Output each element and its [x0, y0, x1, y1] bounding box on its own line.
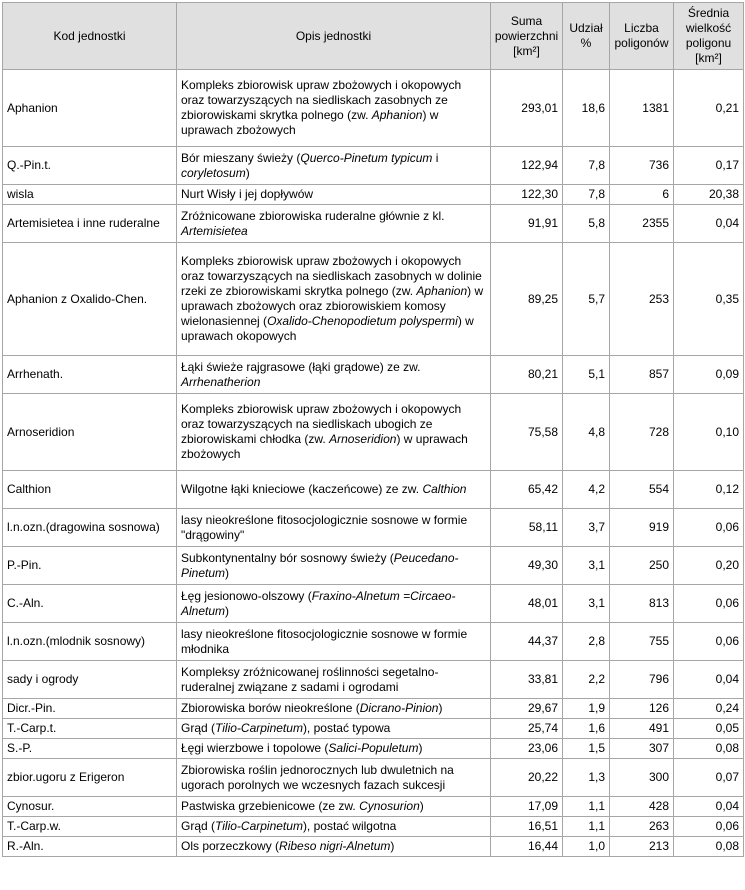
vegetation-units-table — [2, 2, 744, 857]
unit-description — [177, 471, 491, 509]
share-percent: 3,1 — [563, 585, 610, 623]
polygon-count: 6 — [610, 185, 674, 205]
description-text: ) w uprawach zbożowych — [181, 432, 468, 461]
polygon-count: 253 — [610, 243, 674, 356]
avg-polygon-size: 0,12 — [674, 471, 744, 509]
header-code: Kod jednostki — [3, 3, 177, 70]
unit-description — [177, 759, 491, 797]
description-text: Kompleksy zróżnicowanej roślinności segetalno-ruderalnej związane z sadami i ogrodami — [181, 664, 439, 694]
share-percent: 4,8 — [563, 394, 610, 471]
description-text: Grąd ( — [181, 819, 216, 833]
table-row — [3, 243, 744, 356]
table-row — [3, 147, 744, 185]
avg-polygon-size: 0,09 — [674, 356, 744, 394]
description-text: Nurt Wisły i jej dopływów — [181, 187, 314, 201]
description-text: Wilgotne łąki knieciowe (kaczeńcowe) ze zw. — [181, 482, 423, 496]
share-percent: 1,3 — [563, 759, 610, 797]
description-text: i — [432, 150, 439, 165]
description-text: Grąd ( — [181, 721, 216, 735]
total-area: 17,09 — [491, 797, 563, 817]
unit-description — [177, 585, 491, 623]
avg-polygon-size: 0,35 — [674, 243, 744, 356]
share-percent: 5,7 — [563, 243, 610, 356]
latin-name: Salici-Populetum — [328, 741, 419, 755]
polygon-count: 736 — [610, 147, 674, 185]
polygon-count: 554 — [610, 471, 674, 509]
total-area: 75,58 — [491, 394, 563, 471]
polygon-count: 428 — [610, 797, 674, 817]
total-area: 80,21 — [491, 356, 563, 394]
table-row — [3, 661, 744, 699]
header-avg-line: poligonu — [685, 36, 732, 50]
table-row — [3, 394, 744, 471]
description-text: Kompleks zbiorowisk upraw zbożowych i okopowych oraz towarzyszących na siedliskach ubogich ze zbiorowiskami chłodka (zw. — [181, 402, 462, 446]
total-area: 49,30 — [491, 547, 563, 585]
table-row — [3, 70, 744, 147]
description-text: Łęgi wierzbowe i topolowe ( — [181, 741, 329, 755]
total-area: 65,42 — [491, 471, 563, 509]
header-area-line: Suma — [510, 13, 543, 28]
table-row — [3, 509, 744, 547]
description-text: Kompleks zbiorowisk upraw zbożowych i okopowych oraz towarzyszących na siedliskach zasobnych w dolinie rzeki ze zbiorowiskami skrytka polnego (zw. — [181, 254, 482, 298]
description-text: ) — [438, 701, 443, 715]
unit-description — [177, 243, 491, 356]
latin-name: Querco-Pinetum typicum — [300, 150, 433, 165]
table-row — [3, 547, 744, 585]
description-text: Zbiorowiska roślin jednorocznych lub dwuletnich na ugorach porolnych we wczesnych fazach sukcesji — [181, 762, 454, 792]
unit-code: T.-Carp.t. — [3, 719, 177, 739]
avg-polygon-size: 0,17 — [674, 147, 744, 185]
unit-code: l.n.ozn.(dragowina sosnowa) — [3, 509, 177, 547]
latin-name: Arnoseridion — [329, 432, 397, 446]
unit-description — [177, 661, 491, 699]
polygon-count: 300 — [610, 759, 674, 797]
table-row — [3, 739, 744, 759]
avg-polygon-size: 0,08 — [674, 837, 744, 857]
header-avg-line: [km²] — [695, 51, 722, 65]
share-percent: 2,2 — [563, 661, 610, 699]
description-text: Zbiorowiska borów nieokreślone ( — [181, 701, 360, 715]
share-percent: 3,7 — [563, 509, 610, 547]
description-text: ) w uprawach okopowych — [181, 314, 474, 343]
description-text: Ols porzeczkowy ( — [181, 839, 280, 853]
share-percent: 2,8 — [563, 623, 610, 661]
table-row — [3, 817, 744, 837]
unit-code: P.-Pin. — [3, 547, 177, 585]
avg-polygon-size: 0,20 — [674, 547, 744, 585]
avg-polygon-size: 0,06 — [674, 585, 744, 623]
latin-name: Dicrano-Pinion — [359, 701, 439, 715]
polygon-count: 755 — [610, 623, 674, 661]
latin-name: Artemisietea — [181, 223, 248, 238]
latin-name: Arrhenatherion — [181, 374, 261, 389]
header-avg — [674, 3, 744, 70]
header-share-line: % — [580, 36, 592, 50]
table-row — [3, 585, 744, 623]
share-percent: 4,2 — [563, 471, 610, 509]
share-percent: 7,8 — [563, 185, 610, 205]
unit-description — [177, 837, 491, 857]
header-area-line: powierzchni — [494, 28, 559, 43]
total-area: 16,44 — [491, 837, 563, 857]
total-area: 16,51 — [491, 817, 563, 837]
polygon-count: 250 — [610, 547, 674, 585]
unit-code: Arrhenath. — [3, 356, 177, 394]
polygon-count: 263 — [610, 817, 674, 837]
description-text: Zróżnicowane zbiorowiska ruderalne głównie z kl. — [181, 208, 445, 223]
description-text: ), postać typowa — [302, 721, 391, 735]
share-percent: 5,8 — [563, 205, 610, 243]
latin-name: Tilio-Carpinetum — [215, 819, 303, 833]
latin-name: Cynosurion — [359, 799, 420, 813]
description-text: Bór mieszany świeży ( — [181, 150, 301, 165]
description-text: ) — [225, 565, 230, 580]
avg-polygon-size: 0,08 — [674, 739, 744, 759]
table-row — [3, 837, 744, 857]
avg-polygon-size: 0,21 — [674, 70, 744, 147]
header-count-line: poligonów — [614, 36, 669, 50]
description-text: ), postać wilgotna — [302, 819, 397, 833]
table-row — [3, 185, 744, 205]
total-area: 58,11 — [491, 509, 563, 547]
avg-polygon-size: 0,04 — [674, 797, 744, 817]
polygon-count: 491 — [610, 719, 674, 739]
table-row — [3, 719, 744, 739]
header-area — [491, 3, 563, 70]
total-area: 89,25 — [491, 243, 563, 356]
share-percent: 1,1 — [563, 797, 610, 817]
total-area: 25,74 — [491, 719, 563, 739]
unit-description — [177, 185, 491, 205]
description-text: lasy nieokreślone fitosocjologicznie sosnowe w formie "drągowiny" — [181, 512, 468, 542]
unit-code: Artemisietea i inne ruderalne — [3, 205, 177, 243]
unit-code: Q.-Pin.t. — [3, 147, 177, 185]
unit-description — [177, 699, 491, 719]
total-area: 122,94 — [491, 147, 563, 185]
unit-code: sady i ogrody — [3, 661, 177, 699]
unit-description — [177, 797, 491, 817]
description-text: lasy nieokreślone fitosocjologicznie sosnowe w formie młodnika — [181, 626, 468, 656]
header-count — [610, 3, 674, 70]
total-area: 23,06 — [491, 739, 563, 759]
header-area-line: [km²] — [513, 43, 540, 58]
polygon-count: 2355 — [610, 205, 674, 243]
unit-description — [177, 739, 491, 759]
latin-name: Aphanion — [416, 284, 468, 298]
unit-code: l.n.ozn.(mlodnik sosnowy) — [3, 623, 177, 661]
unit-description — [177, 205, 491, 243]
header-avg-line: Średnia — [687, 6, 730, 20]
table-row — [3, 759, 744, 797]
table-row — [3, 623, 744, 661]
avg-polygon-size: 0,05 — [674, 719, 744, 739]
total-area: 122,30 — [491, 185, 563, 205]
latin-name: coryletosum — [181, 165, 246, 180]
avg-polygon-size: 0,06 — [674, 509, 744, 547]
description-text: Łąki świeże rajgrasowe (łąki grądowe) ze zw. — [181, 359, 421, 374]
description-text: ) — [225, 603, 230, 618]
description-text: Pastwiska grzebienicowe (ze zw. — [181, 799, 360, 813]
table-row — [3, 797, 744, 817]
description-text: ) w uprawach zbożowych — [181, 108, 439, 137]
avg-polygon-size: 0,06 — [674, 817, 744, 837]
unit-description — [177, 394, 491, 471]
total-area: 33,81 — [491, 661, 563, 699]
unit-code: S.-P. — [3, 739, 177, 759]
unit-code: Calthion — [3, 471, 177, 509]
table-body — [3, 70, 744, 857]
unit-description — [177, 547, 491, 585]
total-area: 20,22 — [491, 759, 563, 797]
polygon-count: 1381 — [610, 70, 674, 147]
polygon-count: 796 — [610, 661, 674, 699]
unit-description — [177, 356, 491, 394]
description-text: ) w uprawach zbożowych oraz zbiorowiskiem komosy wielonasiennej ( — [181, 284, 484, 328]
share-percent: 1,0 — [563, 837, 610, 857]
polygon-count: 813 — [610, 585, 674, 623]
polygon-count: 728 — [610, 394, 674, 471]
polygon-count: 857 — [610, 356, 674, 394]
share-percent: 1,6 — [563, 719, 610, 739]
share-percent: 1,9 — [563, 699, 610, 719]
header-description: Opis jednostki — [177, 3, 491, 70]
table-row — [3, 205, 744, 243]
description-text: ) — [418, 741, 423, 755]
share-percent: 1,1 — [563, 817, 610, 837]
polygon-count: 213 — [610, 837, 674, 857]
unit-code: Cynosur. — [3, 797, 177, 817]
avg-polygon-size: 0,04 — [674, 661, 744, 699]
unit-description — [177, 509, 491, 547]
header-row — [3, 3, 744, 70]
share-percent: 7,8 — [563, 147, 610, 185]
avg-polygon-size: 0,10 — [674, 394, 744, 471]
latin-name: Fraxino-Alnetum =Circaeo-Alnetum — [181, 588, 456, 618]
unit-code: Arnoseridion — [3, 394, 177, 471]
unit-code: T.-Carp.w. — [3, 817, 177, 837]
polygon-count: 919 — [610, 509, 674, 547]
unit-description — [177, 817, 491, 837]
unit-description — [177, 147, 491, 185]
share-percent: 1,5 — [563, 739, 610, 759]
unit-code: Dicr.-Pin. — [3, 699, 177, 719]
avg-polygon-size: 0,04 — [674, 205, 744, 243]
total-area: 29,67 — [491, 699, 563, 719]
header-count-line: Liczba — [624, 21, 659, 35]
description-text: Kompleks zbiorowisk upraw zbożowych i okopowych oraz towarzyszących na siedliskach zasobnych ze zbiorowiskami skrytka polnego (zw. — [181, 78, 462, 122]
description-text: ) — [419, 799, 424, 813]
latin-name: Aphanion — [371, 108, 423, 122]
unit-code: C.-Aln. — [3, 585, 177, 623]
total-area: 91,91 — [491, 205, 563, 243]
avg-polygon-size: 0,24 — [674, 699, 744, 719]
avg-polygon-size: 0,07 — [674, 759, 744, 797]
unit-code: R.-Aln. — [3, 837, 177, 857]
table-row — [3, 699, 744, 719]
total-area: 293,01 — [491, 70, 563, 147]
unit-code: wisla — [3, 185, 177, 205]
header-share — [563, 3, 610, 70]
unit-description — [177, 70, 491, 147]
table-row — [3, 356, 744, 394]
description-text: Łęg jesionowo-olszowy ( — [181, 588, 312, 603]
total-area: 44,37 — [491, 623, 563, 661]
unit-code: Aphanion — [3, 70, 177, 147]
avg-polygon-size: 0,06 — [674, 623, 744, 661]
avg-polygon-size: 20,38 — [674, 185, 744, 205]
unit-code: zbior.ugoru z Erigeron — [3, 759, 177, 797]
polygon-count: 307 — [610, 739, 674, 759]
header-share-line: Udział — [569, 21, 603, 35]
table-row — [3, 471, 744, 509]
description-text: ) — [390, 839, 395, 853]
latin-name: Calthion — [422, 482, 467, 496]
header-avg-line: wielkość — [685, 21, 732, 35]
latin-name: Ribeso nigri-Alnetum — [279, 839, 391, 853]
latin-name: Tilio-Carpinetum — [215, 721, 303, 735]
share-percent: 5,1 — [563, 356, 610, 394]
description-text: Subkontynentalny bór sosnowy świeży ( — [181, 550, 394, 565]
share-percent: 3,1 — [563, 547, 610, 585]
description-text: ) — [245, 165, 250, 180]
latin-name: Oxalido-Chenopodietum polyspermi — [267, 314, 458, 328]
unit-description — [177, 719, 491, 739]
polygon-count: 126 — [610, 699, 674, 719]
share-percent: 18,6 — [563, 70, 610, 147]
total-area: 48,01 — [491, 585, 563, 623]
unit-code: Aphanion z Oxalido-Chen. — [3, 243, 177, 356]
unit-description — [177, 623, 491, 661]
latin-name: Peucedano-Pinetum — [181, 550, 459, 580]
